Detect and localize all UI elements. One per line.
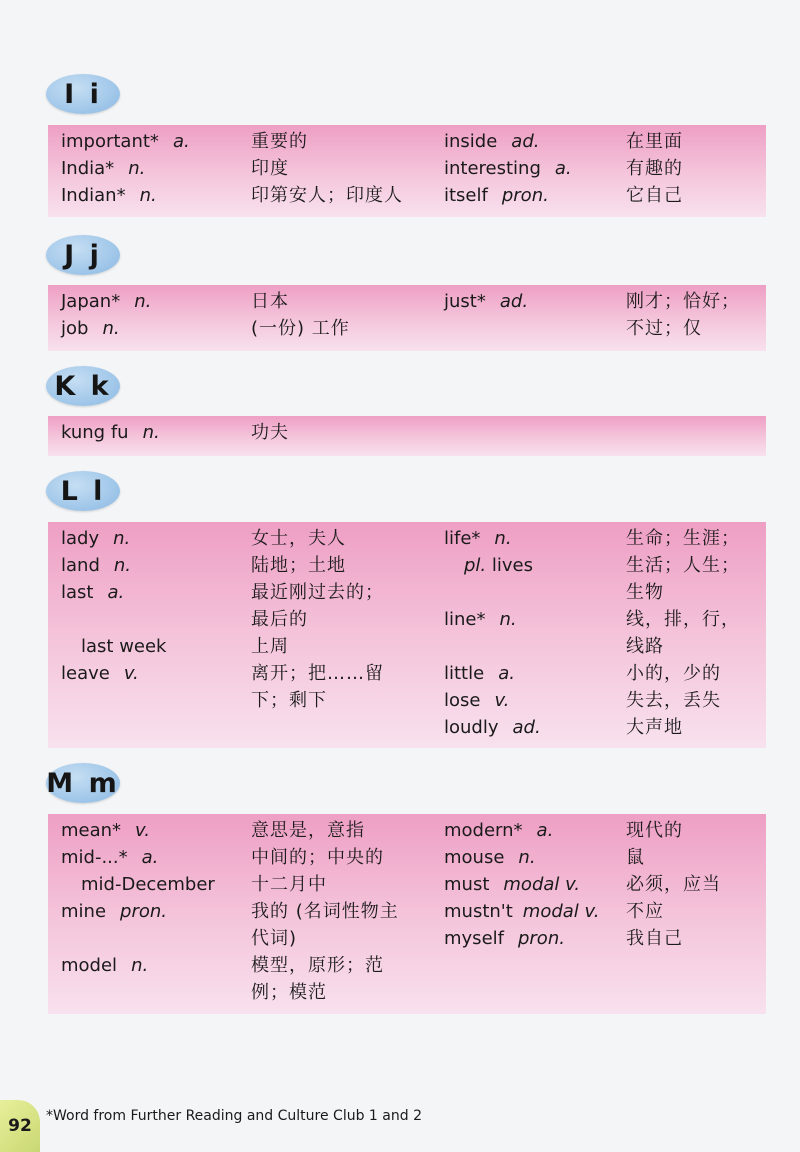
- section-l-meanings-left: [251, 525, 384, 714]
- entry-word: land n.: [61, 555, 132, 576]
- entry-meaning: 不应: [626, 901, 664, 922]
- entry-meaning: 小的，少的: [626, 663, 721, 684]
- section-l-meanings-right: [626, 525, 740, 741]
- entry-word: mouse n.: [444, 847, 536, 868]
- entry-meaning: 线，排，行，: [626, 609, 740, 630]
- section-j-words-left: [61, 288, 151, 342]
- entry-meaning: 印第安人；印度人: [251, 185, 403, 206]
- entry-meaning: 失去，丢失: [626, 690, 721, 711]
- entry-meaning: 印度: [251, 158, 289, 179]
- entry-meaning: 十二月中: [251, 874, 327, 895]
- entry-word: interesting a.: [444, 158, 572, 179]
- section-j-meanings-left: [251, 288, 350, 342]
- entry-word: loudly ad.: [444, 717, 541, 738]
- letter-heading-i: I i: [46, 74, 120, 114]
- entry-meaning: 它自己: [626, 185, 683, 206]
- entry-word: must modal v.: [444, 874, 581, 895]
- section-j: [48, 285, 766, 351]
- entry-word: important* a.: [61, 131, 190, 152]
- section-i-meanings-left: [251, 128, 403, 209]
- section-k: [48, 416, 766, 456]
- section-j-meanings-right: [626, 288, 740, 342]
- entry-word: just* ad.: [444, 291, 529, 312]
- entry-meaning-continued: 下；剩下: [251, 690, 327, 711]
- entry-meaning: 最近刚过去的；: [251, 582, 384, 603]
- section-i-meanings-right: [626, 128, 683, 209]
- entry-meaning: 中间的；中央的: [251, 847, 384, 868]
- letter-heading-k: K k: [46, 366, 120, 406]
- section-i-words-right: [444, 128, 572, 209]
- section-m: [48, 814, 766, 1014]
- entry-word: life* n.: [444, 528, 512, 549]
- section-l-words-right: [444, 525, 541, 741]
- entry-word: myself pron.: [444, 928, 565, 949]
- entry-word: leave v.: [61, 663, 139, 684]
- letter-heading-l: L l: [46, 471, 120, 511]
- entry-phrase: last week: [81, 636, 167, 657]
- entry-word: itself pron.: [444, 185, 549, 206]
- entry-meaning: 日本: [251, 291, 289, 312]
- entry-meaning: 生活；人生；: [626, 555, 740, 576]
- entry-word: last a.: [61, 582, 125, 603]
- entry-meaning-continued: 线路: [626, 636, 664, 657]
- entry-meaning: 有趣的: [626, 158, 683, 179]
- entry-word: mean* v.: [61, 820, 150, 841]
- section-i-words-left: [61, 128, 190, 209]
- entry-word: kung fu n.: [61, 422, 160, 443]
- entry-meaning-continued: 不过；仅: [626, 318, 702, 339]
- entry-meaning: 上周: [251, 636, 289, 657]
- entry-plural: pl. lives: [464, 555, 533, 576]
- section-j-words-right: [444, 288, 528, 315]
- entry-spacer: [61, 606, 166, 633]
- entry-spacer: [61, 925, 215, 952]
- section-m-meanings-right: [626, 817, 721, 952]
- section-l: [48, 522, 766, 748]
- entry-meaning: 陆地；土地: [251, 555, 346, 576]
- entry-meaning: 女士，夫人: [251, 528, 346, 549]
- entry-meaning-continued: 生物: [626, 582, 664, 603]
- entry-word: mid-...* a.: [61, 847, 159, 868]
- entry-meaning: 功夫: [251, 422, 289, 443]
- section-k-meanings-left: [251, 419, 289, 446]
- entry-word: modern* a.: [444, 820, 554, 841]
- entry-meaning: (一份) 工作: [251, 318, 350, 339]
- entry-meaning: 刚才；恰好；: [626, 291, 740, 312]
- letter-heading-j: J j: [46, 235, 120, 275]
- entry-meaning-continued: 代词): [251, 928, 298, 949]
- section-m-words-right: [444, 817, 599, 952]
- entry-word: lady n.: [61, 528, 131, 549]
- entry-spacer: [444, 579, 541, 606]
- entry-meaning: 大声地: [626, 717, 683, 738]
- section-l-words-left: [61, 525, 166, 687]
- entry-word: lose v.: [444, 690, 510, 711]
- entry-word: India* n.: [61, 158, 146, 179]
- entry-phrase: mid-December: [81, 874, 215, 895]
- entry-meaning: 必须，应当: [626, 874, 721, 895]
- section-i: [48, 125, 766, 217]
- entry-meaning: 我自己: [626, 928, 683, 949]
- entry-word: inside ad.: [444, 131, 540, 152]
- entry-word: mine pron.: [61, 901, 167, 922]
- entry-meaning: 模型，原形；范: [251, 955, 384, 976]
- footnote: *Word from Further Reading and Culture Club 1 and 2: [46, 1108, 422, 1124]
- entry-meaning-continued: 例；模范: [251, 982, 327, 1003]
- letter-heading-m: M m: [46, 763, 120, 803]
- entry-meaning: 现代的: [626, 820, 683, 841]
- entry-word: model n.: [61, 955, 149, 976]
- entry-meaning: 鼠: [626, 847, 645, 868]
- entry-meaning: 在里面: [626, 131, 683, 152]
- entry-meaning: 重要的: [251, 131, 308, 152]
- entry-meaning: 生命；生涯；: [626, 528, 740, 549]
- section-k-words-left: [61, 419, 160, 446]
- page-number: 92: [0, 1100, 40, 1152]
- entry-word: job n.: [61, 318, 120, 339]
- section-m-meanings-left: [251, 817, 399, 1006]
- entry-word: Indian* n.: [61, 185, 157, 206]
- entry-meaning: 我的 (名词性物主: [251, 901, 399, 922]
- entry-word: little a.: [444, 663, 515, 684]
- entry-word: Japan* n.: [61, 291, 152, 312]
- entry-word: line* n.: [444, 609, 517, 630]
- entry-meaning: 意思是，意指: [251, 820, 365, 841]
- entry-spacer: [444, 633, 541, 660]
- entry-meaning: 离开；把……留: [251, 663, 384, 684]
- entry-word: mustn't modal v.: [444, 901, 600, 922]
- entry-meaning-continued: 最后的: [251, 609, 308, 630]
- section-m-words-left: [61, 817, 215, 979]
